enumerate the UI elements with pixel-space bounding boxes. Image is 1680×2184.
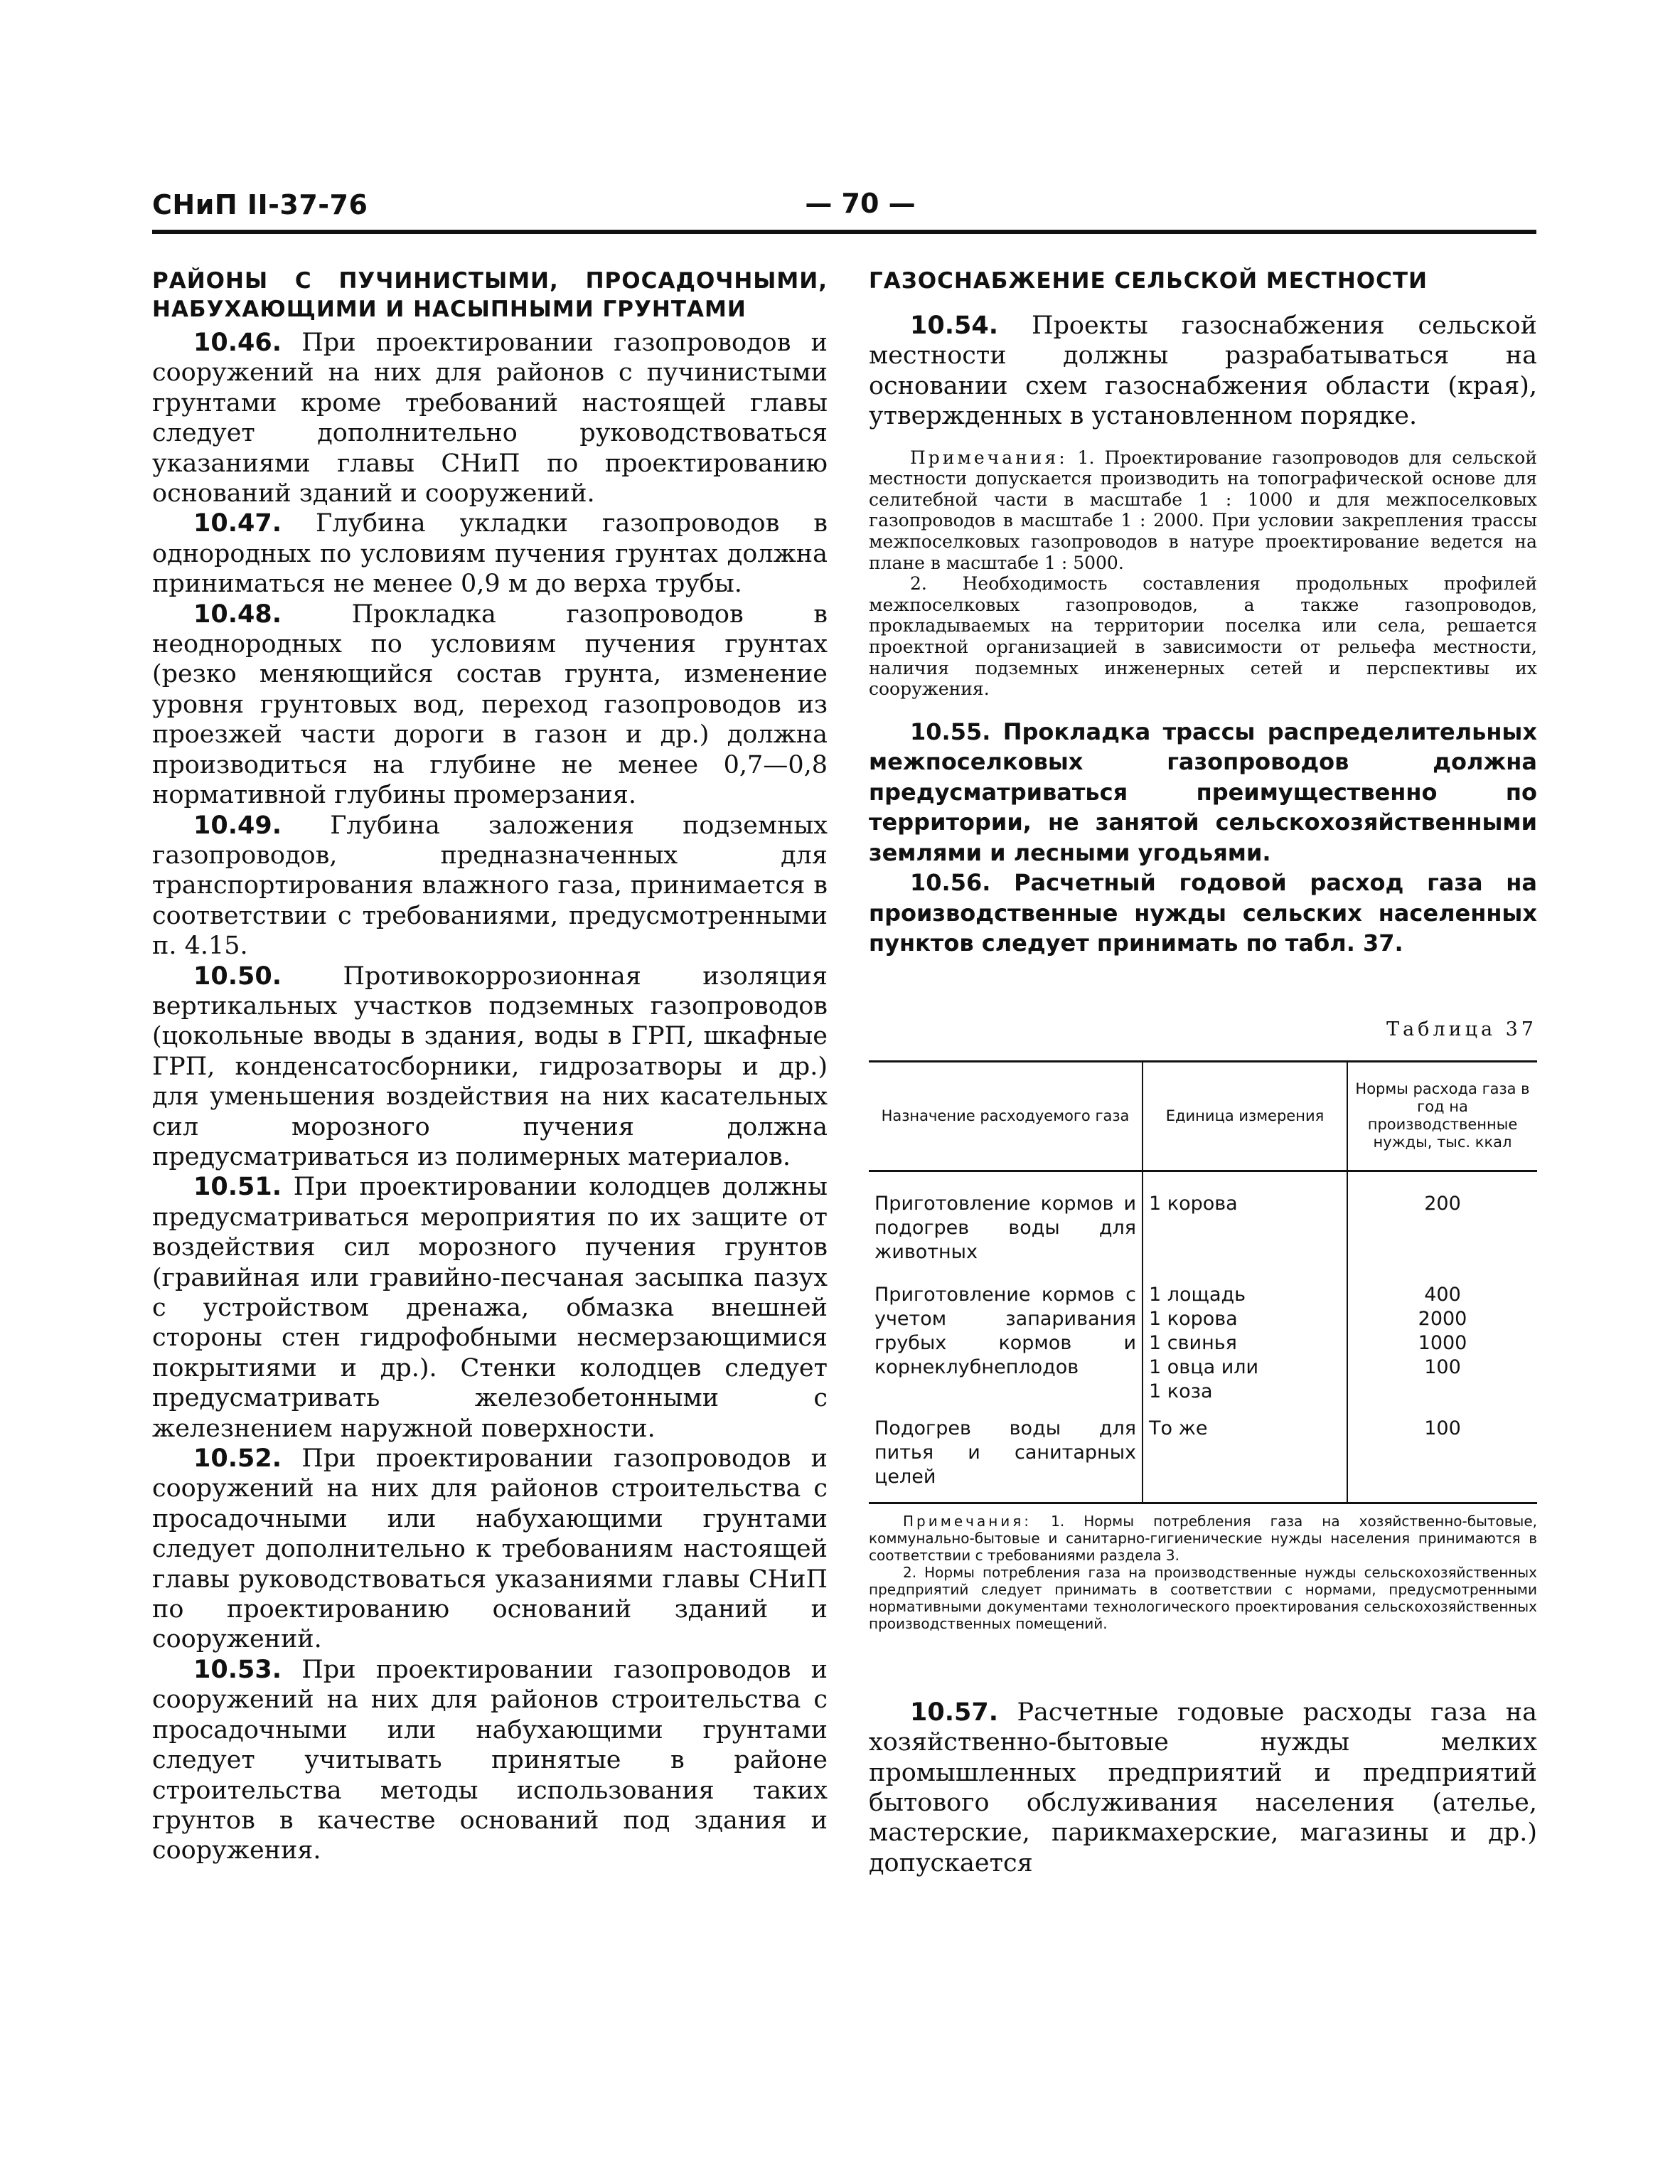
cell-purpose: Приготовление кормов и подогрев воды для животных — [874, 1192, 1136, 1263]
norm-value: 100 — [1424, 1355, 1461, 1378]
paragraph-10-54 — [869, 311, 1537, 432]
note-1 — [869, 447, 1537, 574]
paragraph-number: 10.57. — [910, 1698, 999, 1727]
right-column — [869, 267, 1537, 1878]
paragraph-number: 10.52. — [193, 1444, 282, 1474]
paragraph-number: 10.53. — [193, 1655, 282, 1684]
section-title-soils: РАЙОНЫ С ПУЧИНИСТЫМИ, ПРОСАДОЧНЫМИ, НАБУХАЮЩИМИ И НАСЫПНЫМИ ГРУНТАМИ — [152, 268, 828, 322]
cell-unit — [1143, 1404, 1347, 1503]
cell-norm — [1347, 1264, 1537, 1404]
norm-value: 400 — [1424, 1283, 1461, 1306]
paragraph-text: Расчетные годовые расходы газа на хозяйственно-бытовые нужды мелких промышленных предприятий и предприятий бытового обслуживания населения (ателье, мастерские, парикмахерские, магазины и др.) допускается — [869, 1698, 1537, 1877]
header-rule — [152, 230, 1536, 234]
cell-unit — [1143, 1264, 1347, 1404]
paragraph-text: При проектировании газопроводов и сооружений на них для районов строительства с просадочными или набухающими грунтами следует дополнительно к требованиям настоящей главы руководствоваться указаниями главы СНиП по проектированию оснований зданий и сооружений. — [152, 1444, 828, 1654]
norm-value: 2000 — [1418, 1307, 1467, 1330]
cell-purpose: Приготовление кормов с учетом запаривания грубых кормов и корнеклубнеплодов — [874, 1283, 1136, 1378]
norm-value: 200 — [1424, 1192, 1461, 1215]
paragraph-10-53 — [152, 1655, 828, 1866]
table-row — [869, 1171, 1537, 1264]
paragraph-text: Расчетный годовой расход газа на производственные нужды сельских населенных пунктов следует принимать по табл. 37. — [869, 869, 1537, 957]
paragraph-text: При проектировании газопроводов и сооружений на них для районов строительства с просадочными или набухающими грунтами следует учитывать принятые в районе строительства методы использования таких грунтов в качестве оснований под здания и сооружения. — [152, 1655, 828, 1865]
unit-value: 1 коза — [1149, 1380, 1213, 1402]
table-37 — [869, 1060, 1537, 1504]
paragraph-text: При проектировании колодцев должны предусматриваться мероприятия по их защите от воздействия сил морозного пучения грунтов (гравийная или гравийно-песчаная засыпка пазух с устройством дренажа, обмазка внешней стороны стен гидрофобными несмерзающимися покрытиями и др.). Стенки колодцев следует предусматривать железобетонными с железнением наружной поверхности. — [152, 1173, 828, 1443]
paragraph-number: 10.55. — [910, 718, 991, 745]
paragraph-text: Прокладка трассы распределительных межпоселковых газопроводов должна предусматриваться преимущественно по территории, не занятой сельскохозяйственными землями и лесными угодьями. — [869, 718, 1538, 866]
table-caption: Таблица 37 — [1386, 1018, 1537, 1040]
table-row — [869, 1264, 1537, 1404]
header-norm: Нормы расхода газа в год на производственные нужды, тыс. ккал — [1347, 1061, 1537, 1171]
paragraph-10-50 — [152, 962, 828, 1173]
unit-value: 1 корова — [1149, 1192, 1238, 1215]
paragraph-text: Прокладка газопроводов в неоднородных по условиям пучения грунтах (резко меняющийся состав грунта, изменение уровня грунтовых вод, переход газопроводов из проезжей части дороги в газон и др.) должна производиться на глубине не менее 0,7—0,8 нормативной глубины промерзания. — [152, 600, 828, 810]
paragraph-10-57 — [869, 1698, 1537, 1878]
table-37-notes — [869, 1513, 1537, 1632]
paragraph-number: 10.50. — [193, 962, 282, 991]
section-title-rural-gas: ГАЗОСНАБЖЕНИЕ СЕЛЬСКОЙ МЕСТНОСТИ — [869, 268, 1428, 294]
paragraph-10-47 — [152, 508, 828, 599]
paragraph-number: 10.49. — [193, 811, 282, 840]
unit-value: 1 корова — [1149, 1307, 1238, 1330]
note-2: 2. Необходимость составления продольных профилей межпоселковых газопроводов, а также газопроводов, прокладываемых на территории поселка или села, решается проектной организацией в зависимости от рельефа местности, наличия подземных инженерных сетей и перспективы их сооружения. — [869, 573, 1537, 700]
paragraph-text: Глубина заложения подземных газопроводов, предназначенных для транспортирования влажного газа, принимается в соответствии с требованиями, предусмотренными п. 4.15. — [152, 811, 828, 961]
paragraph-number: 10.51. — [193, 1173, 282, 1202]
norm-value: 1000 — [1418, 1331, 1467, 1354]
note-text: 1. Проектирование газопроводов для сельской местности допускается производить на топографической основе для селитебной части в масштабе 1 : 1000 и для межпоселковых газопроводов в масштабе 1 : 2000. При условии закрепления трассы межпоселковых газопроводов в натуре проектирование ведется на плане в масштабе 1 : 5000. — [869, 447, 1537, 573]
paragraph-10-49 — [152, 811, 828, 962]
paragraph-10-55 — [869, 717, 1537, 868]
unit-value: То же — [1149, 1417, 1208, 1439]
left-column — [152, 267, 828, 1866]
unit-value: 1 лощадь — [1149, 1283, 1246, 1306]
header-unit: Единица измерения — [1143, 1061, 1347, 1171]
paragraph-number: 10.56. — [910, 869, 991, 897]
paragraph-text: Противокоррозионная изоляция вертикальных участков подземных газопроводов (цокольные вводы в здания, воды в ГРП, шкафные ГРП, конденсатосборники, гидрозатворы и др.) для уменьшения воздействия на них касательных сил морозного пучения должна предусматриваться из полимерных материалов. — [152, 962, 828, 1171]
norm-value: 100 — [1424, 1417, 1461, 1439]
doc-code: СНиП II-37-76 — [152, 189, 368, 220]
notes-10-54 — [869, 447, 1537, 700]
note-text: 1. Нормы потребления газа на хозяйственно-бытовые, коммунально-бытовые и санитарно-гигиенические нужды населения принимаются в соответствии с требованиями раздела 3. — [869, 1512, 1538, 1564]
table-row — [869, 1404, 1537, 1503]
cell-norm — [1347, 1171, 1537, 1264]
table-header-row — [869, 1061, 1537, 1171]
paragraph-10-56 — [869, 868, 1537, 959]
cell-unit — [1143, 1171, 1347, 1264]
unit-value: 1 свинья — [1149, 1331, 1237, 1354]
paragraph-number: 10.48. — [193, 600, 282, 629]
paragraph-number: 10.54. — [910, 311, 999, 340]
paragraph-text: При проектировании газопроводов и сооружений на них для районов с пучинистыми грунтами кроме требований настоящей главы следует дополнительно руководствоваться указаниями главы СНиП по проектированию оснований зданий и сооружений. — [152, 329, 828, 508]
paragraph-text: Глубина укладки газопроводов в однородных по условиям пучения грунтах должна приниматься не менее 0,9 м до верха трубы. — [152, 509, 828, 599]
paragraph-text: Проекты газоснабжения сельской местности должны разрабатываться на основании схем газоснабжения области (края), утвержденных в установленном порядке. — [869, 311, 1537, 431]
unit-value: 1 овца или — [1149, 1355, 1259, 1378]
header-purpose: Назначение расходуемого газа — [869, 1061, 1143, 1171]
table-note-1 — [869, 1513, 1537, 1564]
paragraph-10-46 — [152, 328, 828, 508]
paragraph-10-52 — [152, 1444, 828, 1655]
paragraph-number: 10.47. — [193, 509, 282, 538]
table-note-2: 2. Нормы потребления газа на производственные нужды сельскохозяйственных предприятий следует принимать в соответствии с нормами, предусмотренными нормативными документами технологического проектирования сельскохозяйственных производственных помещений. — [869, 1563, 1537, 1632]
cell-norm — [1347, 1404, 1537, 1503]
paragraph-number: 10.46. — [193, 329, 282, 357]
paragraph-10-48 — [152, 600, 828, 811]
notes-label: Примечания: — [910, 447, 1068, 468]
page-number: — 70 — — [805, 188, 916, 219]
notes-label: Примечания: — [903, 1512, 1032, 1530]
paragraph-10-51 — [152, 1172, 828, 1444]
cell-purpose: Подогрев воды для питья и санитарных целей — [869, 1404, 1143, 1503]
